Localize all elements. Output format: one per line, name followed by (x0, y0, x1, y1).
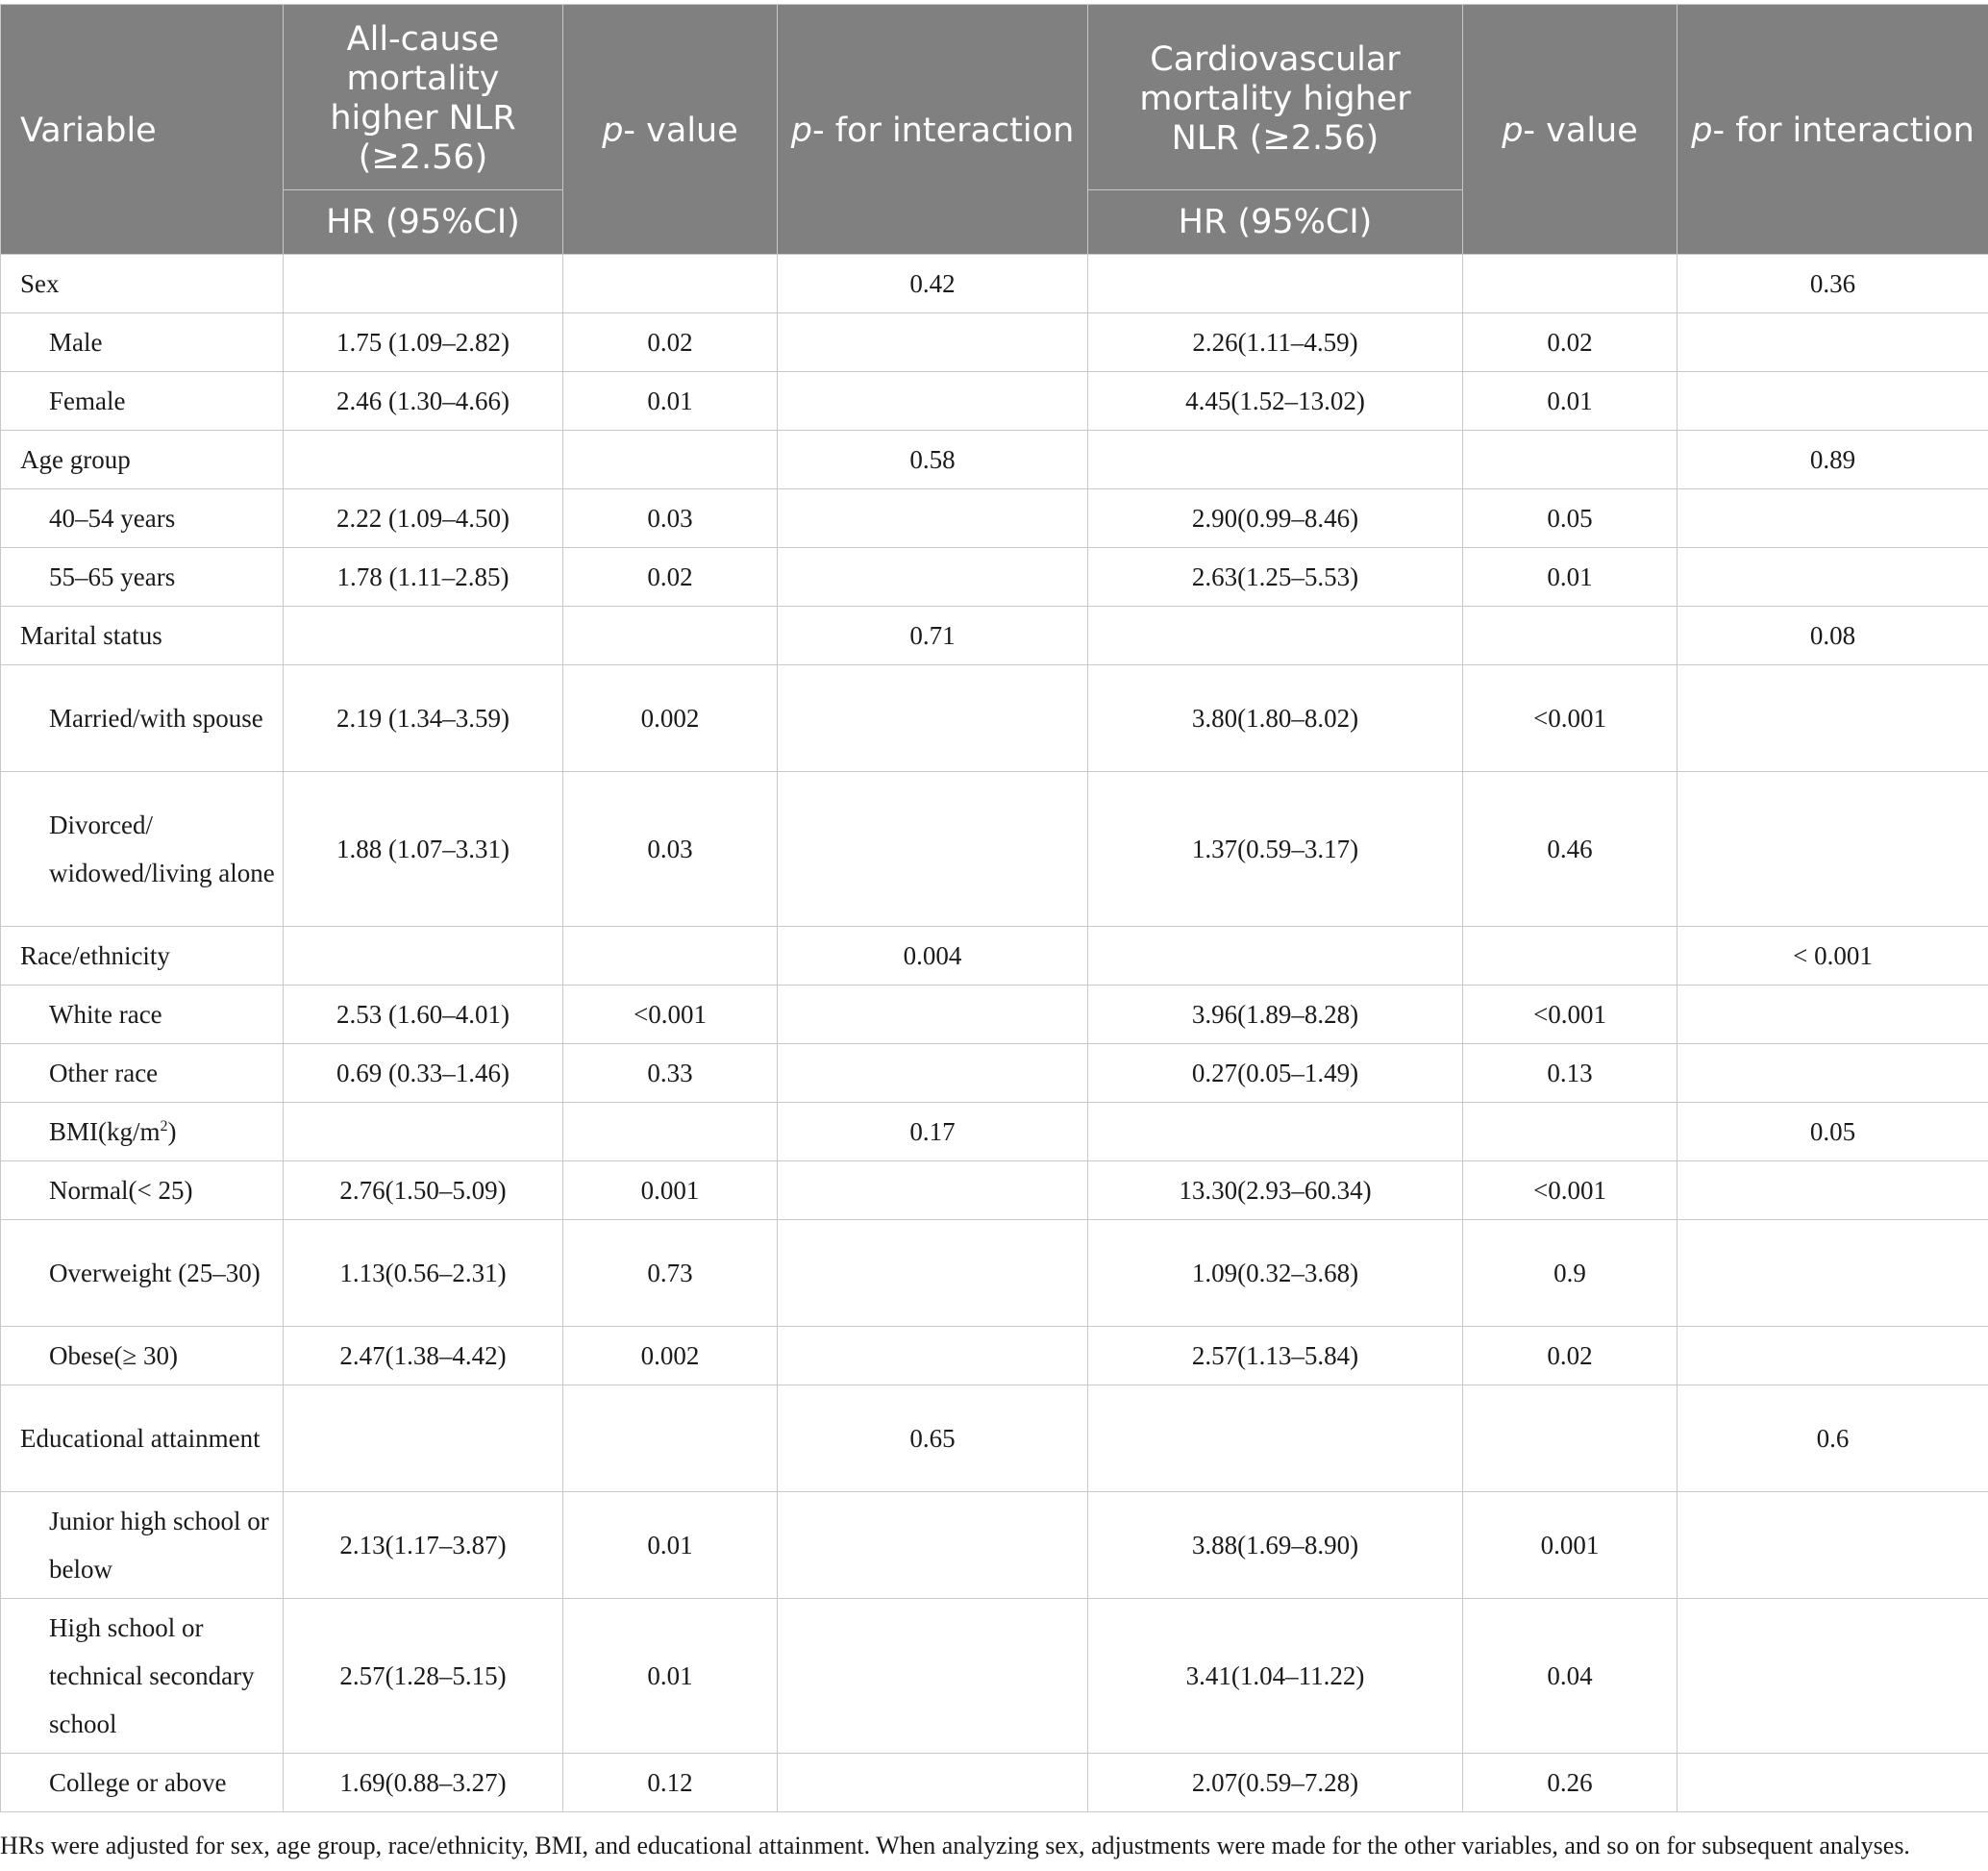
allcause-p-interaction-cell (778, 1161, 1088, 1220)
allcause-hr-cell: 1.75 (1.09–2.82) (284, 313, 563, 372)
table-row (1, 1220, 1988, 1327)
cardio-p-interaction-cell (1677, 548, 1988, 607)
variable-superscript: 2 (160, 1118, 168, 1135)
cardio-p-interaction-cell (1677, 772, 1988, 927)
allcause-p-interaction-cell: 0.004 (778, 927, 1088, 985)
variable-label: Race/ethnicity (20, 941, 170, 970)
variable-cell (1, 255, 284, 313)
allcause-p-value-cell: 0.002 (563, 665, 778, 772)
allcause-p-interaction-cell: 0.42 (778, 255, 1088, 313)
variable-label: Obese(≥ 30) (49, 1341, 179, 1370)
cardio-p-value-cell (1463, 607, 1677, 665)
cardio-hr-cell: 2.90(0.99–8.46) (1088, 489, 1463, 548)
allcause-p-value-cell (563, 607, 778, 665)
allcause-hr-cell (284, 431, 563, 489)
allcause-p-interaction-cell (778, 772, 1088, 927)
allcause-hr-cell: 0.69 (0.33–1.46) (284, 1044, 563, 1103)
table-row (1, 927, 1988, 985)
table-row (1, 255, 1988, 313)
header-p-interaction-1: p- for interaction (778, 5, 1088, 255)
variable-label: High school or technical secondary school (49, 1613, 255, 1738)
cardio-p-value-cell: <0.001 (1463, 665, 1677, 772)
allcause-p-value-cell: 0.01 (563, 372, 778, 431)
cardio-hr-cell: 3.96(1.89–8.28) (1088, 985, 1463, 1044)
cardio-p-value-cell (1463, 927, 1677, 985)
variable-cell (1, 1327, 284, 1385)
table-footnote: HRs were adjusted for sex, age group, race/ethnicity, BMI, and educational attainment. When analyzing sex, adjustments were made for the other variables, and so on for subsequent analyses. (0, 1832, 1910, 1859)
allcause-p-interaction-cell (778, 1044, 1088, 1103)
cardio-hr-cell (1088, 1385, 1463, 1492)
header-hr-ci-2: HR (95%CI) (1088, 190, 1463, 255)
variable-label: Other race (49, 1059, 159, 1087)
variable-label: BMI(kg/m (49, 1117, 161, 1146)
allcause-hr-cell (284, 1385, 563, 1492)
allcause-p-value-cell: 0.12 (563, 1754, 778, 1812)
cardio-p-value-cell: 0.001 (1463, 1492, 1677, 1599)
table-row (1, 1103, 1988, 1161)
header-variable: Variable (1, 5, 284, 255)
allcause-hr-cell: 1.69(0.88–3.27) (284, 1754, 563, 1812)
allcause-p-value-cell: 0.03 (563, 489, 778, 548)
variable-label: White race (49, 1000, 162, 1029)
table-row (1, 985, 1988, 1044)
table-row (1, 665, 1988, 772)
variable-cell (1, 1754, 284, 1812)
cardio-p-interaction-cell: 0.05 (1677, 1103, 1988, 1161)
allcause-p-interaction-cell (778, 1220, 1088, 1327)
cardio-hr-cell (1088, 927, 1463, 985)
table-row (1, 431, 1988, 489)
allcause-p-value-cell (563, 431, 778, 489)
cardio-p-value-cell (1463, 255, 1677, 313)
cardio-p-value-cell: 0.26 (1463, 1754, 1677, 1812)
cardio-hr-cell: 2.26(1.11–4.59) (1088, 313, 1463, 372)
variable-cell (1, 665, 284, 772)
allcause-p-value-cell: <0.001 (563, 985, 778, 1044)
cardio-hr-cell: 3.80(1.80–8.02) (1088, 665, 1463, 772)
variable-cell (1, 927, 284, 985)
table-row (1, 313, 1988, 372)
variable-label: Married/with spouse (49, 704, 263, 733)
allcause-p-value-cell: 0.01 (563, 1599, 778, 1754)
cardio-hr-cell (1088, 1103, 1463, 1161)
variable-label: Sex (20, 269, 60, 298)
allcause-p-interaction-cell (778, 489, 1088, 548)
allcause-p-interaction-cell (778, 372, 1088, 431)
allcause-hr-cell (284, 1103, 563, 1161)
cardio-p-value-cell (1463, 1385, 1677, 1492)
table-row (1, 1161, 1988, 1220)
table-row (1, 372, 1988, 431)
header-p-value-1: p- value (563, 5, 778, 255)
cardio-p-interaction-cell (1677, 313, 1988, 372)
variable-cell (1, 1599, 284, 1754)
variable-cell (1, 1044, 284, 1103)
allcause-hr-cell (284, 607, 563, 665)
cardio-hr-cell: 2.63(1.25–5.53) (1088, 548, 1463, 607)
variable-cell (1, 607, 284, 665)
allcause-p-value-cell: 0.02 (563, 313, 778, 372)
variable-cell (1, 1385, 284, 1492)
allcause-p-value-cell (563, 1385, 778, 1492)
allcause-p-interaction-cell (778, 985, 1088, 1044)
allcause-hr-cell: 1.88 (1.07–3.31) (284, 772, 563, 927)
cardio-p-interaction-cell: 0.36 (1677, 255, 1988, 313)
allcause-p-value-cell (563, 255, 778, 313)
allcause-p-interaction-cell (778, 1492, 1088, 1599)
cardio-p-interaction-cell (1677, 1327, 1988, 1385)
cardio-p-value-cell: 0.02 (1463, 313, 1677, 372)
cardio-p-interaction-cell (1677, 1599, 1988, 1754)
variable-cell (1, 372, 284, 431)
cardio-hr-cell: 4.45(1.52–13.02) (1088, 372, 1463, 431)
table-row (1, 1599, 1988, 1754)
variable-label: Educational attainment (20, 1424, 261, 1453)
cardio-hr-cell: 13.30(2.93–60.34) (1088, 1161, 1463, 1220)
allcause-hr-cell: 2.22 (1.09–4.50) (284, 489, 563, 548)
cardio-p-interaction-cell (1677, 489, 1988, 548)
table-row (1, 489, 1988, 548)
cardio-p-value-cell: 0.9 (1463, 1220, 1677, 1327)
allcause-p-value-cell: 0.03 (563, 772, 778, 927)
variable-cell (1, 985, 284, 1044)
cardio-p-interaction-cell (1677, 665, 1988, 772)
allcause-p-value-cell: 0.33 (563, 1044, 778, 1103)
allcause-hr-cell: 2.57(1.28–5.15) (284, 1599, 563, 1754)
allcause-hr-cell: 2.47(1.38–4.42) (284, 1327, 563, 1385)
variable-label: Overweight (25–30) (49, 1259, 261, 1287)
cardio-hr-cell: 2.57(1.13–5.84) (1088, 1327, 1463, 1385)
variable-label: Normal(< 25) (49, 1176, 193, 1205)
header-allcause-mortality: All-cause mortality higher NLR (≥2.56) (284, 5, 563, 190)
variable-label: Junior high school or below (49, 1507, 269, 1584)
allcause-p-interaction-cell: 0.17 (778, 1103, 1088, 1161)
variable-label: Female (49, 387, 126, 415)
table-row (1, 772, 1988, 927)
allcause-p-interaction-cell (778, 1599, 1088, 1754)
table-row (1, 1327, 1988, 1385)
table-row (1, 1492, 1988, 1599)
variable-cell (1, 431, 284, 489)
cardio-hr-cell: 1.09(0.32–3.68) (1088, 1220, 1463, 1327)
header-cardiovascular-mortality: Cardiovascular mortality higher NLR (≥2.56) (1088, 5, 1463, 190)
allcause-p-interaction-cell: 0.58 (778, 431, 1088, 489)
allcause-p-value-cell: 0.001 (563, 1161, 778, 1220)
cardio-hr-cell (1088, 255, 1463, 313)
variable-cell (1, 489, 284, 548)
allcause-hr-cell: 2.13(1.17–3.87) (284, 1492, 563, 1599)
allcause-p-interaction-cell (778, 665, 1088, 772)
allcause-hr-cell (284, 927, 563, 985)
allcause-p-value-cell: 0.73 (563, 1220, 778, 1327)
table-row (1, 1754, 1988, 1812)
header-hr-ci-1: HR (95%CI) (284, 190, 563, 255)
header-p-interaction-2: p- for interaction (1677, 5, 1988, 255)
cardio-p-interaction-cell (1677, 1754, 1988, 1812)
cardio-p-interaction-cell: 0.6 (1677, 1385, 1988, 1492)
cardio-p-value-cell: 0.46 (1463, 772, 1677, 927)
allcause-p-interaction-cell (778, 1327, 1088, 1385)
variable-cell (1, 772, 284, 927)
allcause-hr-cell: 2.76(1.50–5.09) (284, 1161, 563, 1220)
variable-cell (1, 1220, 284, 1327)
cardio-p-interaction-cell: 0.89 (1677, 431, 1988, 489)
variable-label: Marital status (20, 621, 162, 650)
cardio-hr-cell: 3.88(1.69–8.90) (1088, 1492, 1463, 1599)
allcause-p-value-cell: 0.01 (563, 1492, 778, 1599)
allcause-p-interaction-cell: 0.65 (778, 1385, 1088, 1492)
variable-cell (1, 313, 284, 372)
cardio-p-value-cell: 0.13 (1463, 1044, 1677, 1103)
cardio-p-value-cell: 0.04 (1463, 1599, 1677, 1754)
cardio-p-value-cell: <0.001 (1463, 985, 1677, 1044)
cardio-p-value-cell (1463, 1103, 1677, 1161)
table-row (1, 1044, 1988, 1103)
allcause-p-interaction-cell (778, 313, 1088, 372)
cardio-p-value-cell (1463, 431, 1677, 489)
cardio-hr-cell: 2.07(0.59–7.28) (1088, 1754, 1463, 1812)
allcause-p-value-cell: 0.02 (563, 548, 778, 607)
cardio-p-interaction-cell: 0.08 (1677, 607, 1988, 665)
table-row (1, 548, 1988, 607)
table-row (1, 1385, 1988, 1492)
allcause-hr-cell: 1.13(0.56–2.31) (284, 1220, 563, 1327)
cardio-p-interaction-cell (1677, 1161, 1988, 1220)
variable-cell (1, 1161, 284, 1220)
variable-label: Divorced/ widowed/living alone (49, 811, 275, 887)
variable-label: 55–65 years (49, 562, 176, 591)
variable-label: 40–54 years (49, 504, 176, 533)
variable-cell (1, 1103, 284, 1161)
allcause-p-interaction-cell: 0.71 (778, 607, 1088, 665)
cardio-p-value-cell: 0.02 (1463, 1327, 1677, 1385)
allcause-p-interaction-cell (778, 1754, 1088, 1812)
cardio-hr-cell: 3.41(1.04–11.22) (1088, 1599, 1463, 1754)
table-row (1, 607, 1988, 665)
allcause-hr-cell: 2.19 (1.34–3.59) (284, 665, 563, 772)
cardio-p-value-cell: 0.01 (1463, 372, 1677, 431)
cardio-hr-cell (1088, 431, 1463, 489)
variable-label: Age group (20, 445, 131, 474)
variable-cell (1, 1492, 284, 1599)
allcause-hr-cell: 1.78 (1.11–2.85) (284, 548, 563, 607)
cardio-p-value-cell: <0.001 (1463, 1161, 1677, 1220)
header-p-value-2: p- value (1463, 5, 1677, 255)
allcause-p-interaction-cell (778, 548, 1088, 607)
subgroup-hr-table (0, 4, 1988, 1812)
cardio-p-interaction-cell (1677, 985, 1988, 1044)
allcause-hr-cell: 2.46 (1.30–4.66) (284, 372, 563, 431)
cardio-hr-cell: 0.27(0.05–1.49) (1088, 1044, 1463, 1103)
variable-label: Male (49, 328, 103, 357)
allcause-p-value-cell (563, 927, 778, 985)
cardio-p-value-cell: 0.05 (1463, 489, 1677, 548)
cardio-p-interaction-cell (1677, 1044, 1988, 1103)
allcause-p-value-cell: 0.002 (563, 1327, 778, 1385)
cardio-hr-cell (1088, 607, 1463, 665)
variable-label: College or above (49, 1768, 227, 1797)
allcause-hr-cell: 2.53 (1.60–4.01) (284, 985, 563, 1044)
cardio-p-interaction-cell (1677, 1220, 1988, 1327)
cardio-p-value-cell: 0.01 (1463, 548, 1677, 607)
cardio-p-interaction-cell (1677, 372, 1988, 431)
variable-label-end: ) (167, 1117, 177, 1146)
cardio-hr-cell: 1.37(0.59–3.17) (1088, 772, 1463, 927)
allcause-p-value-cell (563, 1103, 778, 1161)
variable-cell (1, 548, 284, 607)
cardio-p-interaction-cell (1677, 1492, 1988, 1599)
cardio-p-interaction-cell: < 0.001 (1677, 927, 1988, 985)
allcause-hr-cell (284, 255, 563, 313)
